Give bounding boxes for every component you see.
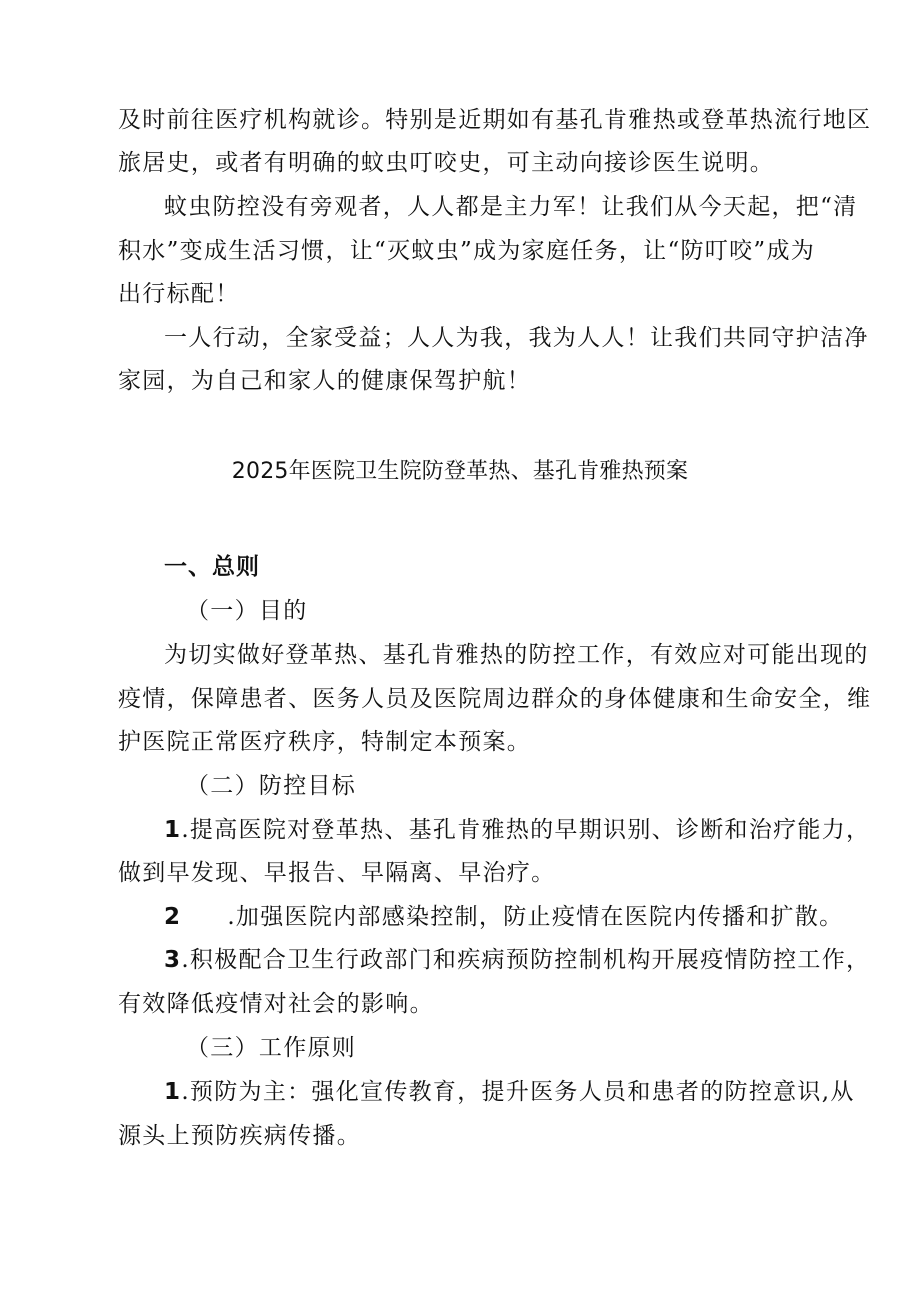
closing-line-1: 一人行动，全家受益；人人为我，我为人人！让我们共同守护洁净 xyxy=(164,325,869,351)
principle-number-1: 1 xyxy=(164,1079,182,1105)
subheading-principles: （三）工作原则 xyxy=(186,1035,357,1061)
goal-text-3: .积极配合卫生行政部门和疾病预防控制机构开展疫情防控工作， xyxy=(181,947,871,973)
purpose-line-3: 护医院正常医疗秩序，特制定本预案。 xyxy=(118,729,532,755)
goal-item-1 xyxy=(164,815,870,845)
principle-text-1: .预防为主：强化宣传教育，提升医务人员和患者的防控意识,从 xyxy=(181,1079,855,1105)
goal-item-2 xyxy=(164,902,843,932)
goal-text-1: .提高医院对登革热、基孔肯雅热的早期识别、诊断和治疗能力， xyxy=(181,817,871,843)
goal-item-3-line-2: 有效降低疫情对社会的影响。 xyxy=(118,991,434,1017)
section-heading-general: 一、总则 xyxy=(164,554,260,580)
principle-item-1 xyxy=(164,1077,855,1107)
call-to-action-line-3: 出行标配！ xyxy=(118,281,240,307)
purpose-line-1: 为切实做好登革热、基孔肯雅热的防控工作，有效应对可能出现的 xyxy=(164,642,869,668)
paragraph-continuation-line-1: 及时前往医疗机构就诊。特别是近期如有基孔肯雅热或登革热流行地区 xyxy=(118,107,872,133)
call-to-action-line-1: 蚊虫防控没有旁观者，人人都是主力军！让我们从今天起，把“清 xyxy=(164,194,858,220)
purpose-line-2: 疫情，保障患者、医务人员及医院周边群众的身体健康和生命安全，维 xyxy=(118,686,872,712)
paragraph-continuation-line-2: 旅居史，或者有明确的蚊虫叮咬史，可主动向接诊医生说明。 xyxy=(118,150,775,176)
call-to-action-line-2: 积水”变成生活习惯，让“灭蚊虫”成为家庭任务，让“防叮咬”成为 xyxy=(118,238,816,264)
goal-item-3 xyxy=(164,945,870,975)
principle-item-1-line-2: 源头上预防疾病传播。 xyxy=(118,1123,361,1149)
goal-number-3: 3 xyxy=(164,947,182,973)
document-title: 2025年医院卫生院防登革热、基孔肯雅热预案 xyxy=(231,459,689,484)
subheading-goals: （二）防控目标 xyxy=(186,773,357,799)
goal-number-2: 2 xyxy=(164,904,182,930)
goal-item-1-line-2: 做到早发现、早报告、早隔离、早治疗。 xyxy=(118,860,556,886)
goal-text-2: .加强医院内部感染控制，防止疫情在医院内传播和扩散。 xyxy=(227,904,844,930)
subheading-purpose: （一）目的 xyxy=(186,598,308,624)
closing-line-2: 家园，为自己和家人的健康保驾护航！ xyxy=(118,368,532,394)
goal-number-1: 1 xyxy=(164,817,182,843)
